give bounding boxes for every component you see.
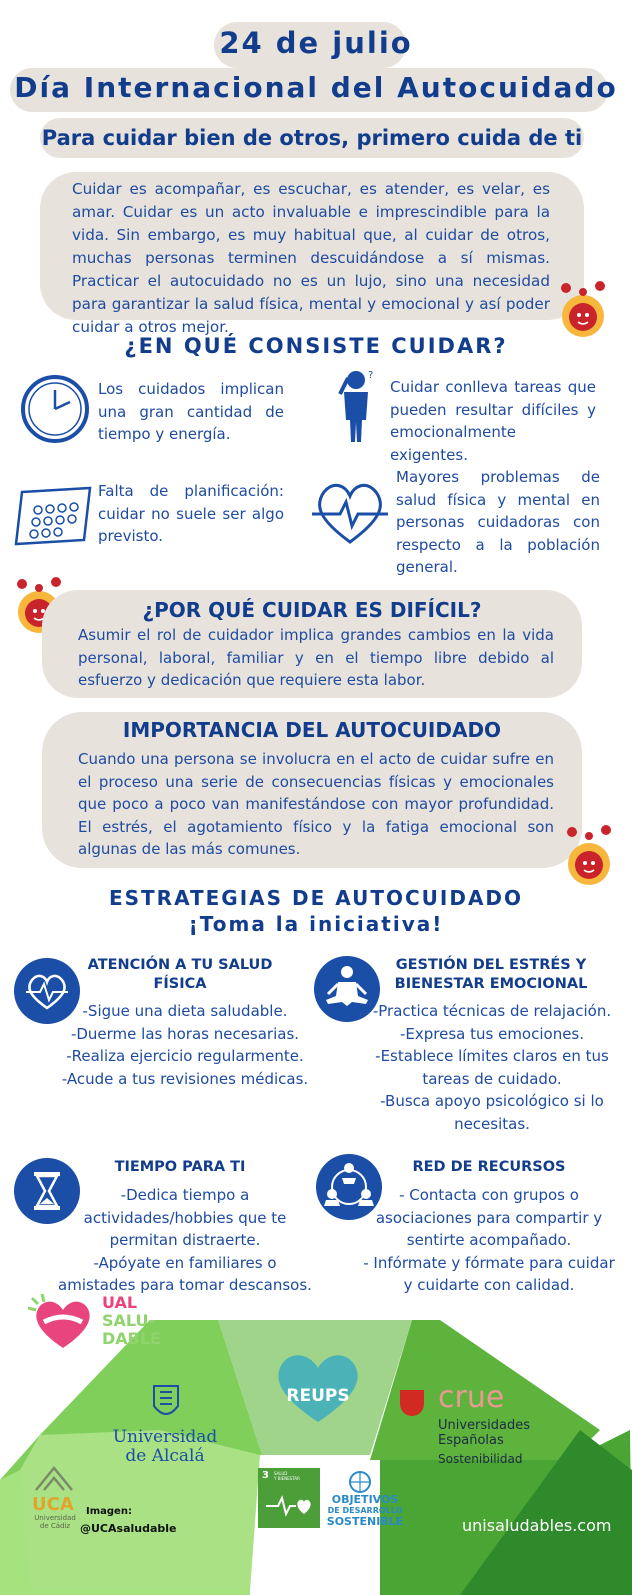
strategy-line: - Infórmate y fórmate para cuidar y cuidarte con calidad. xyxy=(363,1253,615,1295)
strategy-lines-3 xyxy=(58,1184,312,1297)
strategy-line: -Busca apoyo psicológico si lo necesitas. xyxy=(380,1092,604,1133)
page-subtitle: Para cuidar bien de otros, primero cuida de ti xyxy=(41,126,583,150)
header-date: 24 de julio xyxy=(219,26,413,60)
importancia-text: Cuando una persona se involucra en el acto de cuidar sufre en el proceso una serie de consecuencias físicas y emocionales que poco a poco van manifestándose con mayor profundidad. El estrés, el agotamiento físico y la fatiga emocional son algunas de las más comunes. xyxy=(78,750,554,859)
strategy-line: -Acude a tus revisiones médicas. xyxy=(61,1069,309,1088)
alcala-logo-text xyxy=(110,1428,220,1466)
uca-line: de Cádiz xyxy=(39,1522,71,1530)
strategy-title-1: ATENCIÓN A TU SALUD FÍSICA xyxy=(87,957,273,992)
un-emblem-icon xyxy=(348,1470,372,1494)
uca-subtitle xyxy=(30,1514,80,1530)
crue-line: Españolas xyxy=(438,1433,504,1448)
ual-line: SALU- xyxy=(102,1311,156,1330)
uca-logo-icon xyxy=(32,1464,76,1494)
consiste-item-3: Falta de planificación: cuidar no suele ser algo previsto. xyxy=(98,482,284,545)
ods-3-badge xyxy=(258,1468,320,1528)
strategy-title-4: RED DE RECURSOS xyxy=(412,1159,566,1175)
consiste-item-2: Cuidar conlleva tareas que pueden resultar difíciles y emocionalmente exigentes. xyxy=(390,378,596,464)
apple-mascot-icon xyxy=(560,280,606,332)
alcala-crest-icon xyxy=(146,1382,186,1424)
strategy-lines-2 xyxy=(372,1000,612,1136)
reups-logo-text: REUPS xyxy=(286,1386,350,1406)
meditation-icon xyxy=(314,956,380,1022)
ual-line: UAL xyxy=(102,1293,138,1312)
strategy-line: - Contacta con grupos o asociaciones para compartir y sentirte acompañado. xyxy=(375,1186,603,1250)
strategy-lines-4 xyxy=(362,1184,616,1297)
strategy-line: -Realiza ejercicio regularmente. xyxy=(66,1047,304,1066)
consiste-item-4: Mayores problemas de salud física y mental en personas cuidadoras con respecto a la población general. xyxy=(396,468,600,576)
strategy-line: -Expresa tus emociones. xyxy=(399,1024,585,1043)
strategy-line: -Practica técnicas de relajación. xyxy=(372,1002,612,1020)
strategy-line: -Dedica tiempo a actividades/hobbies que te permitan distraerte. xyxy=(83,1186,287,1250)
strategy-lines-1 xyxy=(56,1000,314,1090)
strategy-title-3: TIEMPO PARA TI xyxy=(114,1159,246,1175)
crue-logo-icon xyxy=(400,1390,424,1416)
crue-line: Universidades xyxy=(438,1418,531,1433)
apple-mascot-icon xyxy=(566,824,612,876)
alcala-line: Universidad xyxy=(112,1427,218,1447)
svg-text:?: ? xyxy=(368,370,374,381)
alcala-line: de Alcalá xyxy=(125,1446,205,1466)
dificil-text: Asumir el rol de cuidador implica grandes cambios en la vida personal, laboral, familiar y en el tiempo libre debido al esfuerzo y dedicación que requiere esta labor. xyxy=(78,626,554,689)
page-title: Día Internacional del Autocuidado xyxy=(14,71,618,104)
ual-line: DABLE xyxy=(102,1329,161,1348)
ods-heartbeat-icon xyxy=(264,1492,314,1518)
ods-line: OBJETIVOS xyxy=(331,1493,399,1506)
importancia-heading: IMPORTANCIA DEL AUTOCUIDADO xyxy=(122,718,502,742)
strategy-line: -Sigue una dieta saludable. xyxy=(82,1002,288,1020)
clock-icon xyxy=(20,374,90,444)
uca-logo-text: UCA xyxy=(32,1494,74,1515)
intro-text: Cuidar es acompañar, es escuchar, es atender, es velar, es amar. Cuidar es un acto invaluable e imprescindible para la vida. Sin embargo, es muy habitual que, al cuidar de otros, muchas personas terminen descuidándose a sí mismas. Practicar el autocuidado no es un lujo, sino una necesidad para garantizar la salud física, mental y emocional y así poder cuidar a otros mejor. xyxy=(72,180,550,336)
image-credit-label: Imagen: xyxy=(86,1506,132,1517)
ods-badge-label xyxy=(274,1471,300,1481)
ual-saludable-logo xyxy=(28,1292,98,1352)
ods-logo-text xyxy=(326,1494,404,1527)
heart-pulse-icon xyxy=(310,478,390,546)
ods-line: SOSTENIBLE xyxy=(326,1515,404,1528)
crue-logo-text: crue xyxy=(438,1380,505,1415)
strategy-title-2: GESTIÓN DEL ESTRÉS Y BIENESTAR EMOCIONAL xyxy=(394,957,588,992)
consiste-item-1: Los cuidados implican una gran cantidad de tiempo y energía. xyxy=(98,380,284,443)
stressed-person-icon xyxy=(334,368,380,444)
consiste-heading: ¿EN QUÉ CONSISTE CUIDAR? xyxy=(124,334,508,358)
strategy-line: -Duerme las horas necesarias. xyxy=(70,1024,300,1043)
crue-subtitle xyxy=(438,1418,530,1448)
ods-line: DE DESARROLLO xyxy=(327,1506,403,1515)
uca-line: Universidad xyxy=(34,1514,76,1522)
estrategias-subheading: ¡Toma la iniciativa! xyxy=(188,912,444,936)
strategy-line: -Establece límites claros en tus tareas de cuidado. xyxy=(375,1047,609,1088)
calendar-icon xyxy=(12,484,94,546)
ods-badge-line: SALUD xyxy=(274,1471,288,1476)
site-url: unisaludables.com xyxy=(462,1516,612,1535)
image-credit-handle: @UCAsaludable xyxy=(80,1522,177,1535)
crue-tag: Sostenibilidad xyxy=(438,1452,523,1466)
ods-badge-line: Y BIENESTAR xyxy=(274,1476,300,1481)
ual-saludable-text xyxy=(102,1294,161,1348)
estrategias-heading: ESTRATEGIAS DE AUTOCUIDADO xyxy=(108,886,524,910)
strategy-line: -Apóyate en familiares o amistades para tomar descansos. xyxy=(58,1253,312,1295)
ods-badge-number: 3 xyxy=(262,1470,269,1481)
dificil-heading: ¿POR QUÉ CUIDAR ES DIFÍCIL? xyxy=(142,598,482,622)
